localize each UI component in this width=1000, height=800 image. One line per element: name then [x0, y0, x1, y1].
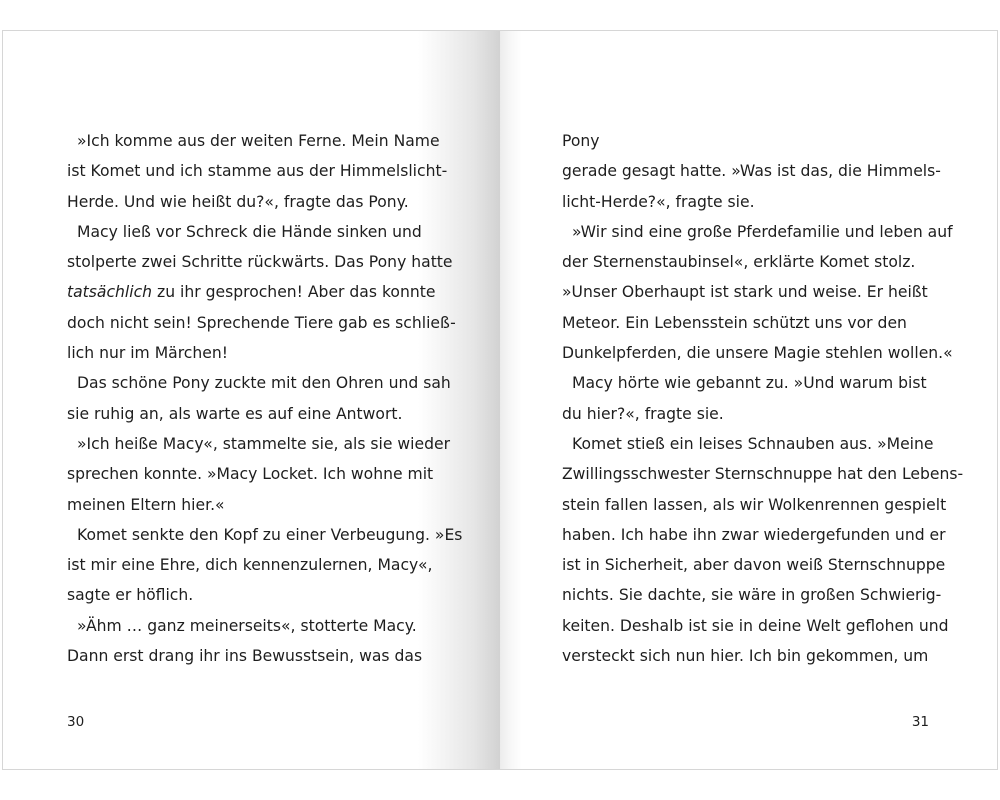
text-line: haben. Ich habe ihn zwar wiedergefunden und er — [562, 525, 946, 544]
text-line: Zwillingsschwester Sternschnuppe hat den Lebens- — [562, 465, 964, 484]
left-page — [2, 30, 500, 770]
text-line: meinen Eltern hier.« — [67, 495, 225, 514]
page-number-left: 30 — [67, 714, 85, 730]
text-line: du hier?«, fragte sie. — [562, 404, 724, 423]
text-line: Dann erst drang ihr ins Bewusstsein, was das — [67, 647, 423, 666]
italic-word: tatsächlich — [67, 283, 153, 302]
text-line: lich nur im Märchen! — [67, 344, 228, 363]
text-line: stein fallen lassen, als wir Wolkenrennen gespielt — [562, 495, 947, 514]
text-line: sie ruhig an, als warte es auf eine Antwort. — [67, 404, 403, 423]
text-line: »Ich komme aus der weiten Ferne. Mein Name — [77, 132, 440, 150]
text-line: Das schöne Pony zuckte mit den Ohren und sah — [77, 374, 451, 393]
text-line: licht-Herde?«, fragte sie. — [562, 192, 755, 211]
right-page-text — [562, 126, 964, 671]
text-line: nichts. Sie dachte, sie wäre in großen Schwierig- — [562, 586, 942, 605]
text-line: »Ähm … ganz meinerseits«, stotterte Macy. — [77, 616, 417, 635]
text-line: ist in Sicherheit, aber davon weiß Sternschnuppe — [562, 556, 946, 575]
text-line: Komet stieß ein leises Schnauben aus. »Meine — [572, 434, 934, 453]
text-line: Pony — [562, 132, 600, 150]
text-line: sprechen konnte. »Macy Locket. Ich wohne mit — [67, 465, 434, 484]
text-line: »Ich heiße Macy«, stammelte sie, als sie wieder — [77, 434, 451, 453]
text-line: der Sternenstaubinsel«, erklärte Komet stolz. — [562, 253, 916, 272]
text-line: »Wir sind eine große Pferdefamilie und leben auf — [572, 222, 953, 241]
page-number-right: 31 — [911, 714, 929, 730]
text-line: ist mir eine Ehre, dich kennenzulernen, Macy«, — [67, 556, 433, 575]
text-line: Dunkelpferden, die unsere Magie stehlen wollen.« — [562, 344, 953, 363]
text-line: Komet senkte den Kopf zu einer Verbeugung. »Es — [77, 525, 463, 544]
text-line-rest: zu ihr gesprochen! Aber das konnte — [152, 283, 436, 302]
right-page — [500, 30, 998, 770]
text-line: stolperte zwei Schritte rückwärts. Das Pony hatte — [67, 253, 453, 272]
text-line: Macy hörte wie gebannt zu. »Und warum bist — [572, 374, 927, 393]
text-line: sagte er höflich. — [67, 586, 194, 605]
text-line: ist Komet und ich stamme aus der Himmelslicht- — [67, 162, 448, 181]
text-line: »Unser Oberhaupt ist stark und weise. Er heißt — [562, 283, 928, 302]
text-line: doch nicht sein! Sprechende Tiere gab es schließ- — [67, 313, 456, 332]
text-line: Macy ließ vor Schreck die Hände sinken und — [77, 222, 422, 241]
text-line — [67, 277, 447, 307]
text-line: Meteor. Ein Lebensstein schützt uns vor den — [562, 313, 907, 332]
text-line: keiten. Deshalb ist sie in deine Welt geflohen und — [562, 616, 949, 635]
text-line: gerade gesagt hatte. »Was ist das, die Himmels- — [562, 162, 941, 181]
text-line: Herde. Und wie heißt du?«, fragte das Pony. — [67, 192, 409, 211]
text-line: versteckt sich nun hier. Ich bin gekommen, um — [562, 647, 929, 666]
left-page-text — [67, 126, 463, 671]
